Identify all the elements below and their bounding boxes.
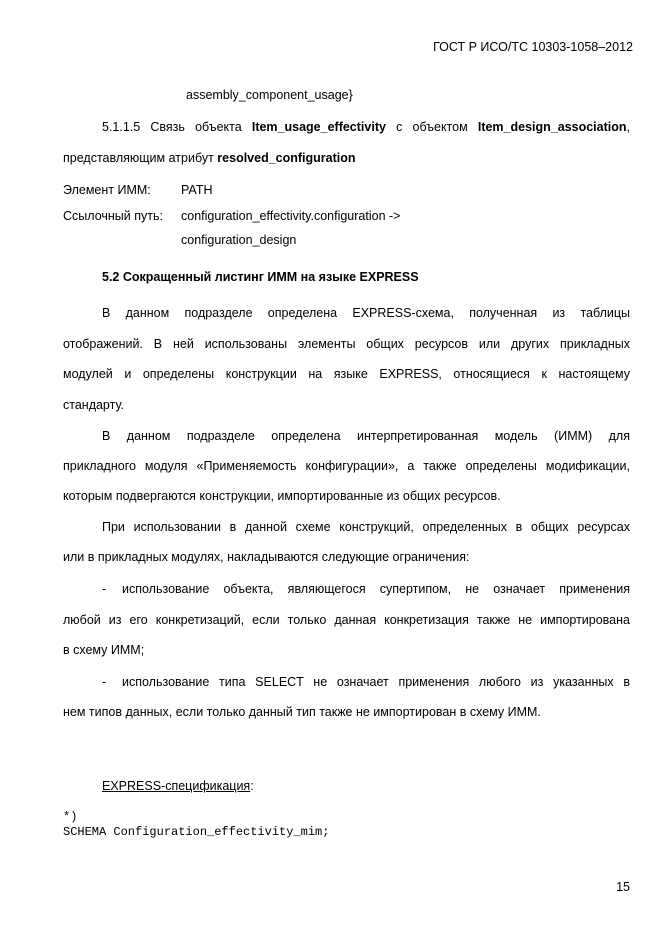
code-line-1: *) (63, 810, 78, 824)
para1-line2: отображений. В ней использованы элементы общих ресурсов или других прикладных (63, 337, 630, 351)
element-label: Элемент ИММ: (63, 183, 151, 197)
section-heading-5-2: 5.2 Сокращенный листинг ИММ на языке EXPRESS (102, 270, 419, 284)
list-dash-2: - (102, 675, 107, 689)
subclause-5-1-1-5-line2: представляющим атрибут resolved_configuration (63, 151, 356, 165)
list-item1-line3: в схему ИММ; (63, 643, 145, 657)
express-spec-label: EXPRESS-спецификация: (102, 779, 254, 793)
para3-line1: При использовании в данной схеме конструкций, определенных в общих ресурсах (102, 520, 630, 534)
subclause-5-1-1-5-line1: 5.1.1.5 Связь объекта Item_usage_effectivity с объектом Item_design_association, (102, 120, 630, 134)
list-item1-line1: использование объекта, являющегося супертипом, не означает применения (122, 582, 630, 596)
list-dash-1: - (102, 582, 107, 596)
continuation-line: assembly_component_usage} (186, 88, 353, 102)
standard-header: ГОСТ Р ИСО/ТС 10303-1058–2012 (433, 40, 633, 54)
reference-path-line1: configuration_effectivity.configuration -> (181, 209, 401, 223)
para2-line2: прикладного модуля «Применяемость конфигурации», а также определены модификации, (63, 459, 630, 473)
para2-line3: которым подвергаются конструкции, импортированные из общих ресурсов. (63, 489, 501, 503)
para1-line3: модулей и определены конструкции на языке EXPRESS, относящиеся к настоящему (63, 367, 630, 381)
reference-path-label: Ссылочный путь: (63, 209, 163, 223)
attribute-resolved-configuration: resolved_configuration (217, 151, 356, 165)
entity-item-design-association: Item_design_association (477, 120, 627, 134)
element-value: PATH (181, 183, 213, 197)
reference-path-line2: configuration_design (181, 233, 297, 247)
subclause-number: 5.1.1.5 (102, 120, 141, 134)
list-item2-line2: нем типов данных, если только данный тип также не импортирован в схему ИММ. (63, 705, 541, 719)
page-number: 15 (616, 880, 630, 894)
list-item2-line1: использование типа SELECT не означает применения любого из указанных в (122, 675, 630, 689)
code-line-2: SCHEMA Configuration_effectivity_mim; (63, 825, 330, 839)
list-item1-line2: любой из его конкретизаций, если только данная конкретизация также не импортирована (63, 613, 630, 627)
para1-line4: стандарту. (63, 398, 124, 412)
entity-item-usage-effectivity: Item_usage_effectivity (251, 120, 386, 134)
para3-line2: или в прикладных модулях, накладываются следующие ограничения: (63, 550, 470, 564)
para1-line1: В данном подразделе определена EXPRESS-схема, полученная из таблицы (102, 306, 630, 320)
para2-line1: В данном подразделе определена интерпретированная модель (ИММ) для (102, 429, 630, 443)
